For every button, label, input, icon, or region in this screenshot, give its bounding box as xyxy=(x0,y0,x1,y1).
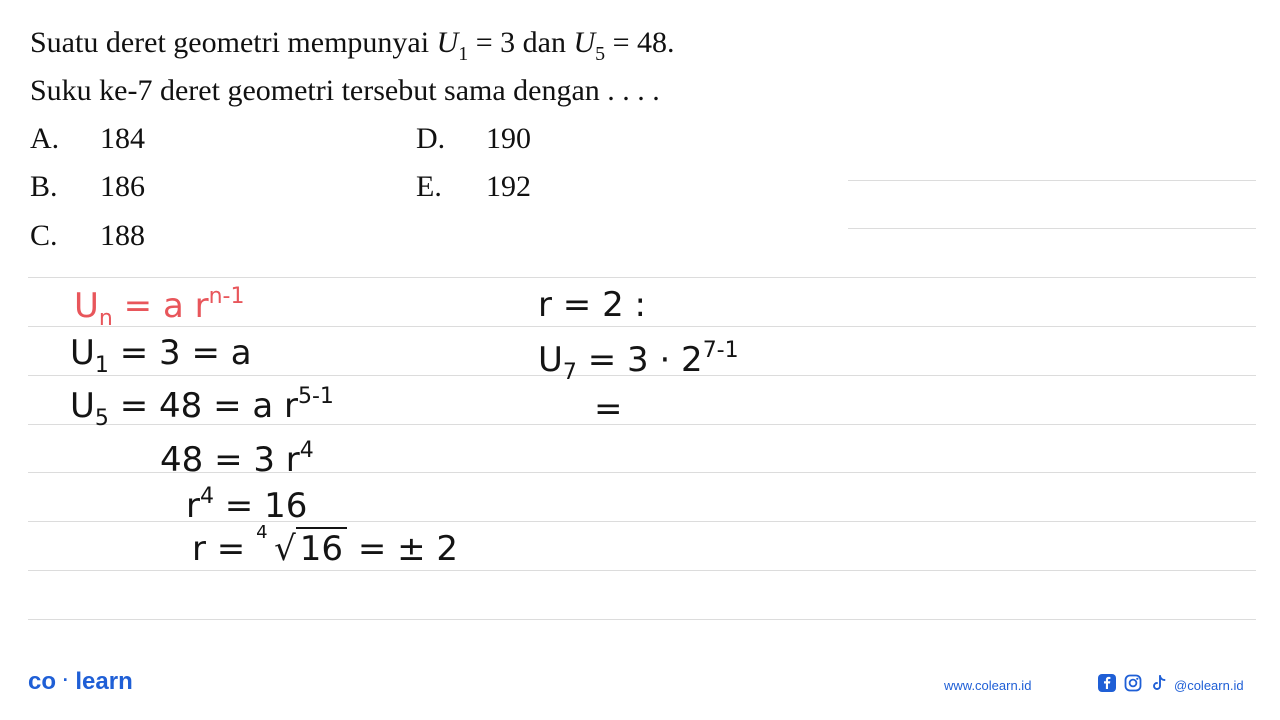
option-letter: A. xyxy=(30,122,60,155)
option-d[interactable] xyxy=(416,124,531,154)
term-symbol: U xyxy=(538,340,563,380)
equation-lhs: r = xyxy=(192,529,246,569)
exponent: 7-1 xyxy=(702,338,739,363)
equation-rhs: = 3 · 2 xyxy=(587,340,703,380)
formula-rhs: = a r xyxy=(123,286,209,326)
term-index: 7 xyxy=(562,360,577,385)
ruled-line xyxy=(28,619,1256,620)
exponent: 5-1 xyxy=(298,384,334,409)
equation-rhs: = 48 = a r xyxy=(119,386,298,426)
exponent: 4 xyxy=(199,484,214,509)
question-text: Suatu deret geometri mempunyai xyxy=(30,26,430,59)
option-letter: B. xyxy=(30,170,58,203)
u7-equation xyxy=(538,340,739,384)
brand-text-right: learn xyxy=(75,668,133,695)
term-index: 5 xyxy=(94,406,109,431)
brand-dot: · xyxy=(62,670,69,690)
option-e[interactable] xyxy=(416,172,531,202)
term-index: 5 xyxy=(595,43,606,65)
instagram-icon[interactable] xyxy=(1124,674,1142,692)
option-a[interactable] xyxy=(30,124,145,154)
variable: r xyxy=(186,486,200,526)
option-value: 190 xyxy=(486,122,531,155)
root-expression xyxy=(256,522,347,569)
tiktok-icon[interactable] xyxy=(1150,674,1168,692)
term-index: 1 xyxy=(458,43,469,65)
option-value: 184 xyxy=(100,122,145,155)
brand-text-left: co xyxy=(28,668,57,695)
question-line-1 xyxy=(30,28,675,64)
question-text: = 3 dan xyxy=(475,26,566,59)
term-index: 1 xyxy=(94,353,109,378)
ruled-line xyxy=(848,228,1256,229)
r-value: r = 2 : xyxy=(538,285,646,325)
exponent: n-1 xyxy=(208,284,245,309)
exponent: 4 xyxy=(299,438,314,463)
ruled-line xyxy=(28,277,1256,278)
term-symbol: U xyxy=(70,333,95,373)
website-link[interactable]: www.colearn.id xyxy=(944,678,1032,693)
blank-equals: = xyxy=(594,389,623,429)
radicand: 16 xyxy=(296,527,347,569)
step-r4-equals-16 xyxy=(186,484,308,526)
option-letter: C. xyxy=(30,219,58,252)
equation-rhs: = ± 2 xyxy=(357,529,459,569)
equation-text: 48 = 3 r xyxy=(160,440,300,480)
option-value: 192 xyxy=(486,170,531,203)
u5-equation xyxy=(70,386,334,430)
u1-equation xyxy=(70,333,252,378)
term-symbol: U xyxy=(74,286,99,326)
step-48-equals-3r4 xyxy=(160,438,314,480)
ruled-line xyxy=(28,570,1256,571)
option-value: 188 xyxy=(100,219,145,252)
term-symbol: U xyxy=(573,26,596,59)
option-value: 186 xyxy=(100,170,145,203)
term-symbol: U xyxy=(436,26,459,59)
term-symbol: U xyxy=(70,386,95,426)
term-index: n xyxy=(98,306,113,331)
radical-sign: √ xyxy=(274,529,296,569)
social-handle[interactable]: @colearn.id xyxy=(1174,678,1244,693)
equation-rhs: = 3 = a xyxy=(119,333,252,373)
question-line-2: Suku ke-7 deret geometri tersebut sama dengan . . . . xyxy=(30,74,660,107)
question-text: = 48. xyxy=(612,26,675,59)
colearn-logo xyxy=(28,668,133,696)
ruled-line xyxy=(848,180,1256,181)
root-index: 4 xyxy=(256,522,268,543)
general-term-formula xyxy=(74,286,244,330)
equation-rhs: = 16 xyxy=(224,486,308,526)
option-letter: E. xyxy=(416,170,442,203)
option-c[interactable] xyxy=(30,221,145,251)
facebook-icon[interactable] xyxy=(1098,674,1116,692)
option-letter: D. xyxy=(416,122,446,155)
step-fourth-root xyxy=(192,522,459,569)
option-b[interactable] xyxy=(30,172,145,202)
